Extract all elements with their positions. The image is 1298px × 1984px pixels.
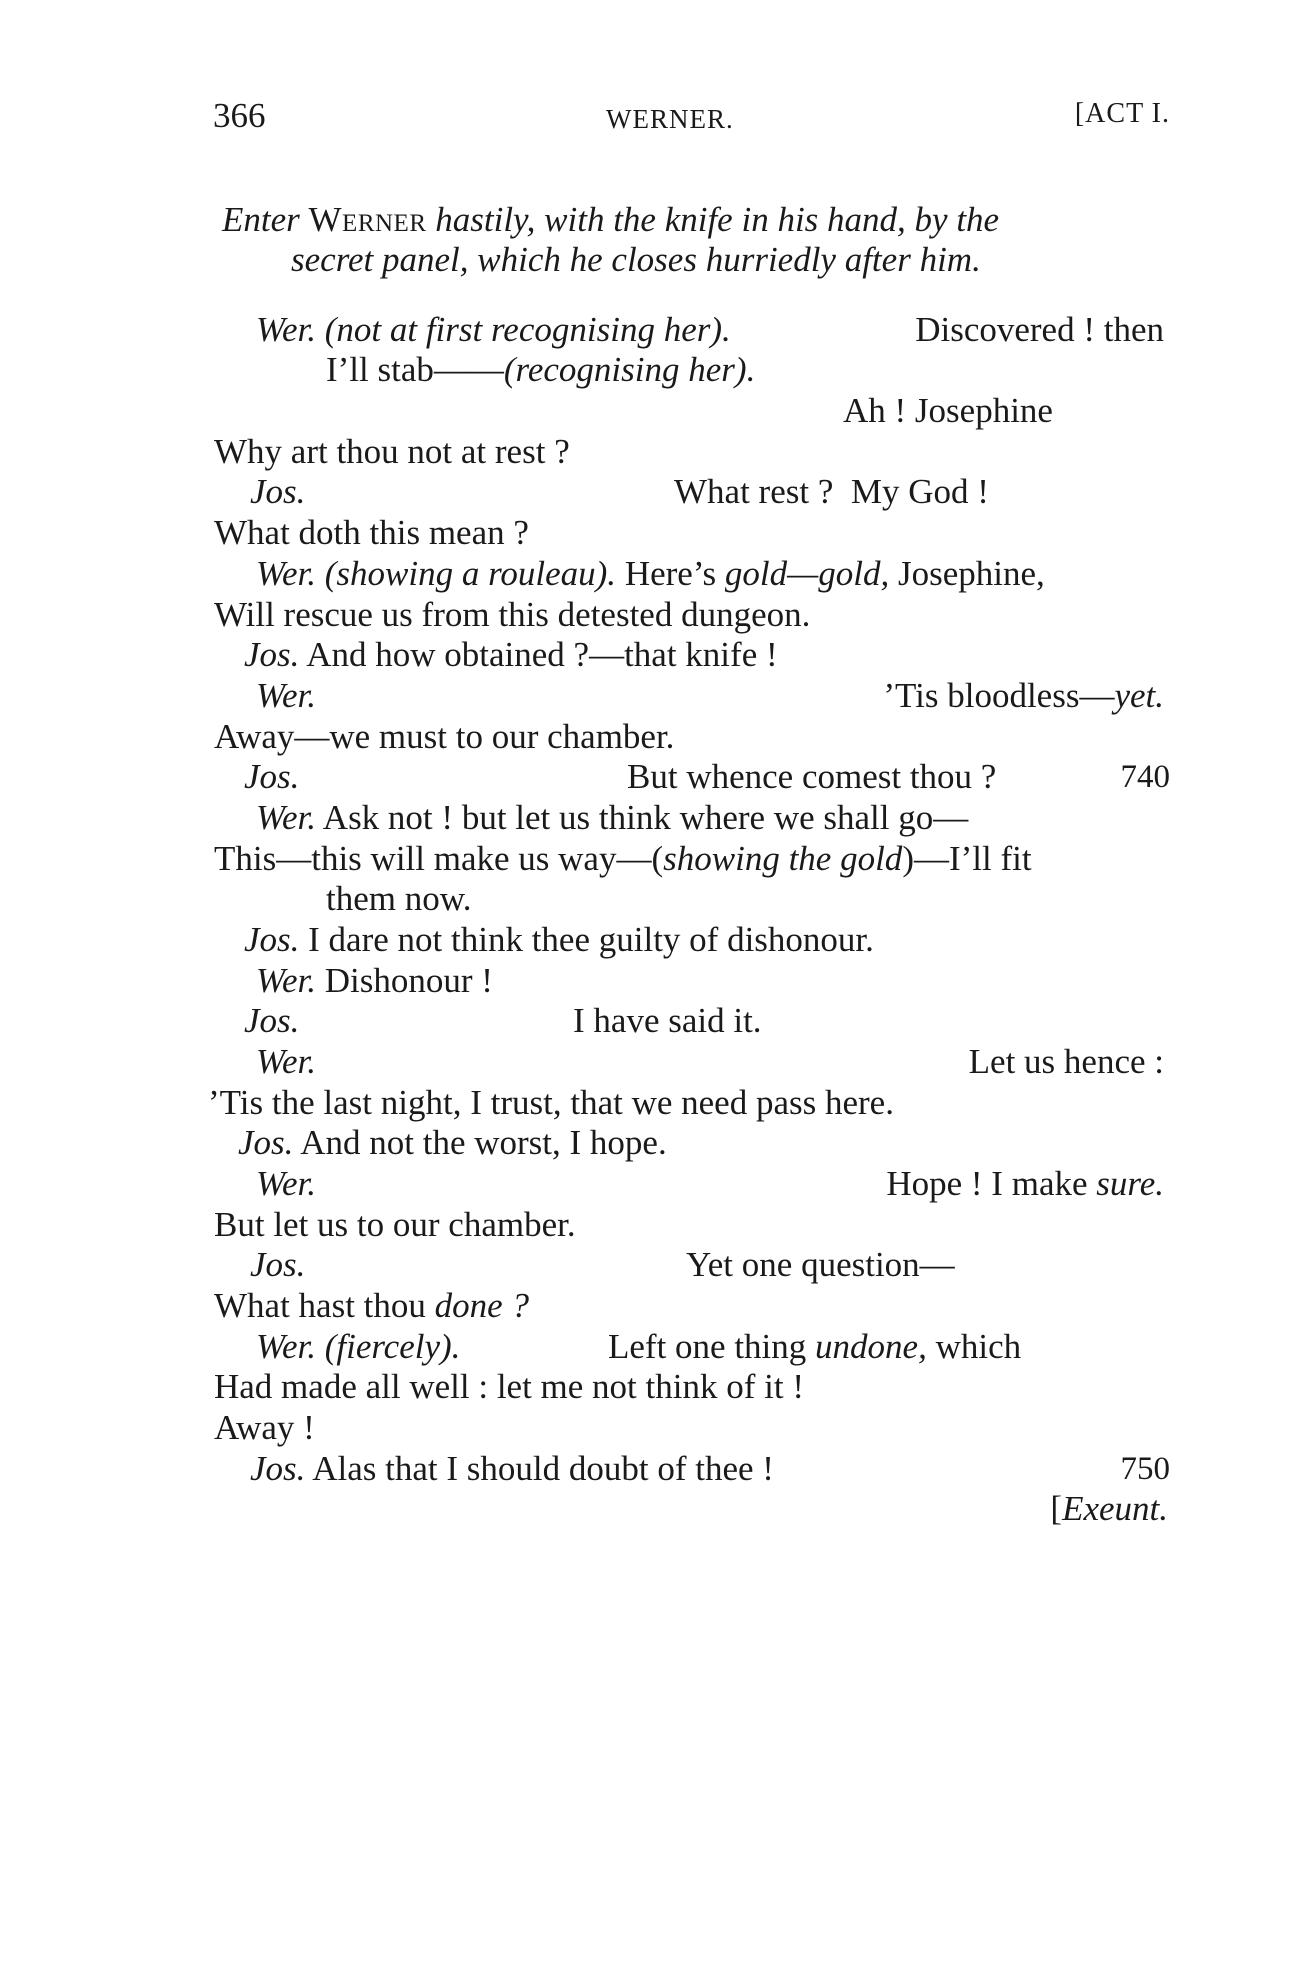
- verse-line: Jos. Alas that I should doubt of thee ! 750: [250, 1449, 1170, 1488]
- exit-direction: [Exeunt.: [1050, 1489, 1168, 1528]
- speaker: Jos.: [244, 920, 300, 959]
- verse-line: Wer. ’Tis bloodless—yet.: [256, 676, 1164, 715]
- speaker: Wer.: [256, 676, 316, 715]
- line-number: 740: [1120, 759, 1170, 795]
- speaker: Jos.: [244, 635, 300, 674]
- speaker: Wer.: [256, 554, 316, 593]
- verse-line: Jos. And how obtained ?—that knife !: [244, 635, 778, 674]
- verse-line: This—this will make us way—(showing the gold)—I’ll fit: [214, 839, 1032, 878]
- speaker: Jos.: [238, 1123, 294, 1162]
- speaker: Jos.: [250, 472, 306, 511]
- stage-direction-line-2: secret panel, which he closes hurriedly after him.: [291, 240, 981, 279]
- speaker: Jos.: [250, 1245, 306, 1284]
- character-name: Werner: [308, 200, 427, 239]
- verse-line: I’ll stab——(recognising her).: [326, 350, 756, 389]
- page-header: [0, 96, 1298, 146]
- speaker: Wer.: [256, 798, 316, 837]
- verse-line: Will rescue us from this detested dungeon.: [214, 595, 811, 634]
- verse-line: ’Tis the last night, I trust, that we need pass here.: [208, 1083, 894, 1122]
- stage-direction: (showing a rouleau).: [324, 554, 617, 593]
- speaker: Jos.: [244, 1001, 300, 1040]
- verse-line: Jos. And not the worst, I hope.: [238, 1123, 667, 1162]
- line-number: 750: [1120, 1451, 1170, 1487]
- speaker: Jos.: [250, 1449, 306, 1488]
- verse-line: Wer. (showing a rouleau). Here’s gold—gold, Josephine,: [256, 554, 1045, 593]
- verse-line: Ah ! Josephine: [843, 391, 1053, 430]
- verse-line: Why art thou not at rest ?: [214, 432, 570, 471]
- act-marker: [ACT I.: [1074, 98, 1170, 129]
- verse-line: Wer. (not at first recognising her). Discovered ! then: [256, 310, 1164, 349]
- stage-direction: (fiercely).: [324, 1327, 461, 1366]
- verse-line: Wer. (fiercely). Left one thing undone, which: [256, 1327, 1022, 1366]
- speaker: Jos.: [244, 757, 300, 796]
- verse-line: Had made all well : let me not think of it !: [214, 1367, 804, 1406]
- speaker: Wer.: [256, 1042, 316, 1081]
- verse-line: Wer. Dishonour !: [256, 961, 493, 1000]
- verse-line: Jos. I have said it.: [244, 1001, 762, 1040]
- stage-direction: (not at first recognising her).: [324, 310, 731, 349]
- verse-line: Jos. But whence comest thou ? 740: [244, 757, 1170, 796]
- verse-line: Wer. Ask not ! but let us think where we shall go—: [256, 798, 969, 837]
- verse-line: Away—we must to our chamber.: [214, 717, 675, 756]
- speaker: Wer.: [256, 1327, 316, 1366]
- speaker: Wer.: [256, 961, 316, 1000]
- verse-line: Jos. I dare not think thee guilty of dishonour.: [244, 920, 874, 959]
- verse-line: Wer. Let us hence :: [256, 1042, 1164, 1081]
- verse-line: Away !: [214, 1408, 315, 1447]
- verse-line: What doth this mean ?: [214, 513, 529, 552]
- speaker: Wer.: [256, 310, 316, 349]
- verse-line: Wer. Hope ! I make sure.: [256, 1164, 1164, 1203]
- running-title: WERNER.: [606, 104, 734, 134]
- verse-line: Jos. What rest ? My God !: [250, 472, 989, 511]
- verse-line: But let us to our chamber.: [214, 1205, 576, 1244]
- speaker: Wer.: [256, 1164, 316, 1203]
- verse-line: What hast thou done ?: [214, 1286, 529, 1325]
- verse-line: them now.: [326, 879, 472, 918]
- verse-line: Jos. Yet one question—: [250, 1245, 955, 1284]
- stage-direction: (recognising her).: [503, 350, 756, 389]
- stage-direction-line-1: Enter Werner hastily, with the knife in his hand, by the: [222, 200, 1000, 239]
- stage-direction: showing the gold: [663, 839, 903, 878]
- page-number: 366: [213, 96, 266, 135]
